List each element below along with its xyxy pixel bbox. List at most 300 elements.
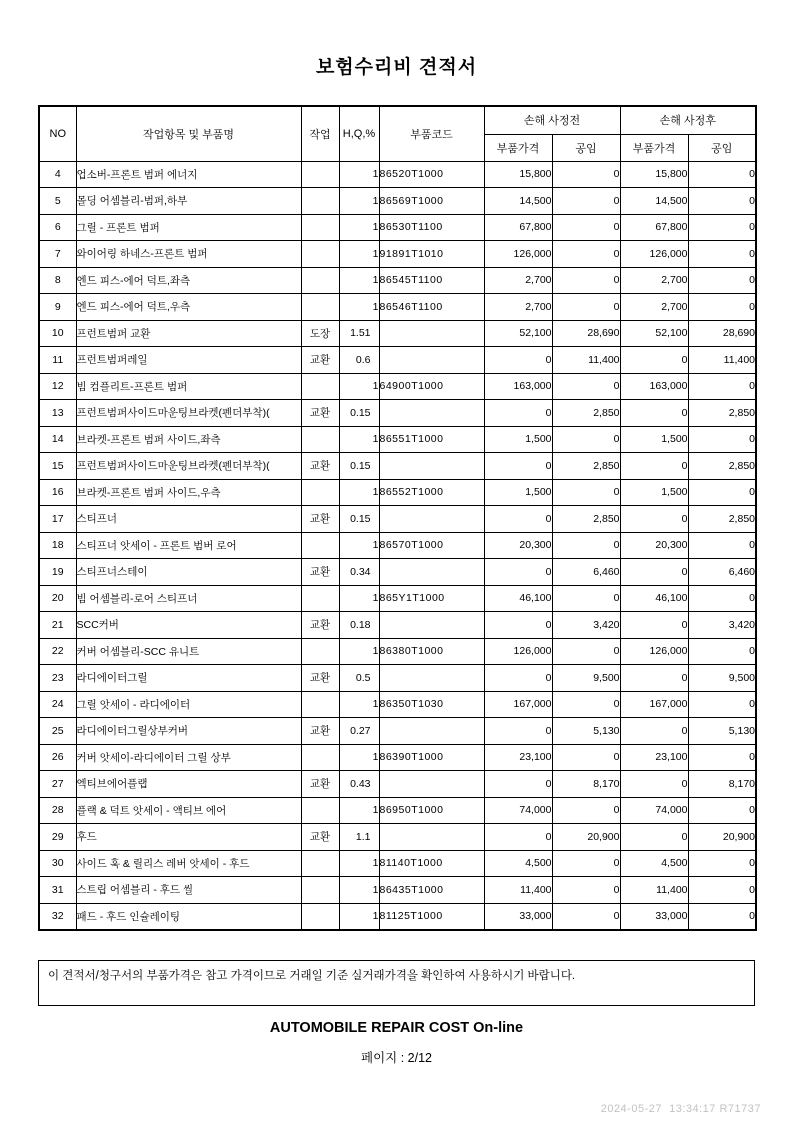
row-before-labor: 0 <box>552 267 620 294</box>
row-item-name: 프런트범퍼레일 <box>76 347 301 374</box>
row-before-labor: 0 <box>552 850 620 877</box>
row-after-labor: 0 <box>688 426 756 453</box>
row-after-part-price: 2,700 <box>620 294 688 321</box>
row-after-part-price: 126,000 <box>620 241 688 268</box>
col-header-work: 작업 <box>301 106 339 161</box>
row-hq-value: 1 <box>339 161 379 188</box>
table-row <box>39 691 756 718</box>
row-before-part-price: 0 <box>484 665 552 692</box>
row-hq-value: 1 <box>339 638 379 665</box>
row-work-type <box>301 850 339 877</box>
table-row <box>39 267 756 294</box>
row-no: 27 <box>39 771 76 798</box>
row-hq-value: 0.15 <box>339 400 379 427</box>
row-hq-value: 1 <box>339 585 379 612</box>
row-before-part-price: 0 <box>484 824 552 851</box>
row-hq-value: 1 <box>339 532 379 559</box>
row-no: 16 <box>39 479 76 506</box>
row-work-type: 교환 <box>301 347 339 374</box>
row-after-part-price: 0 <box>620 347 688 374</box>
table-row <box>39 532 756 559</box>
row-after-labor: 2,850 <box>688 506 756 533</box>
row-after-part-price: 167,000 <box>620 691 688 718</box>
table-row <box>39 612 756 639</box>
row-after-labor: 11,400 <box>688 347 756 374</box>
row-after-labor: 0 <box>688 903 756 930</box>
row-item-name: 스티프너 <box>76 506 301 533</box>
row-after-labor: 8,170 <box>688 771 756 798</box>
table-row <box>39 797 756 824</box>
row-before-part-price: 67,800 <box>484 214 552 241</box>
row-hq-value: 1 <box>339 744 379 771</box>
row-work-type: 교환 <box>301 771 339 798</box>
row-work-type <box>301 426 339 453</box>
table-row <box>39 877 756 904</box>
row-no: 30 <box>39 850 76 877</box>
row-no: 11 <box>39 347 76 374</box>
col-header-after-assessment: 손해 사정후 <box>620 106 756 134</box>
row-no: 19 <box>39 559 76 586</box>
row-part-code: 86350T1030 <box>379 691 484 718</box>
row-item-name: 브라켓-프론트 범퍼 사이드,좌측 <box>76 426 301 453</box>
row-no: 24 <box>39 691 76 718</box>
table-row <box>39 161 756 188</box>
footer-timestamp: 2024-05-27 13:34:17 R71737 <box>600 1103 761 1115</box>
footer-page-number: 페이지 : 2/12 <box>361 1051 432 1065</box>
notice-box <box>38 960 755 1006</box>
row-item-name: 그릴 - 프론트 범퍼 <box>76 214 301 241</box>
row-no: 18 <box>39 532 76 559</box>
row-work-type: 교환 <box>301 453 339 480</box>
row-after-labor: 0 <box>688 691 756 718</box>
row-no: 29 <box>39 824 76 851</box>
row-after-labor: 0 <box>688 877 756 904</box>
row-hq-value: 1.51 <box>339 320 379 347</box>
row-before-labor: 0 <box>552 638 620 665</box>
row-work-type <box>301 691 339 718</box>
row-item-name: 엑티브에어플랩 <box>76 771 301 798</box>
row-after-part-price: 20,300 <box>620 532 688 559</box>
row-part-code: 64900T1000 <box>379 373 484 400</box>
row-hq-value: 1 <box>339 214 379 241</box>
row-no: 14 <box>39 426 76 453</box>
row-no: 13 <box>39 400 76 427</box>
row-hq-value: 1 <box>339 850 379 877</box>
table-row <box>39 665 756 692</box>
row-no: 21 <box>39 612 76 639</box>
table-row <box>39 320 756 347</box>
row-before-labor: 2,850 <box>552 400 620 427</box>
row-before-labor: 0 <box>552 373 620 400</box>
row-after-labor: 0 <box>688 161 756 188</box>
row-part-code: 86545T1100 <box>379 267 484 294</box>
row-work-type <box>301 638 339 665</box>
row-work-type <box>301 188 339 215</box>
row-after-labor: 0 <box>688 241 756 268</box>
row-before-part-price: 0 <box>484 559 552 586</box>
row-before-part-price: 20,300 <box>484 532 552 559</box>
row-after-labor: 6,460 <box>688 559 756 586</box>
row-part-code: 86390T1000 <box>379 744 484 771</box>
row-after-labor: 3,420 <box>688 612 756 639</box>
row-item-name: SCC커버 <box>76 612 301 639</box>
row-part-code: 86569T1000 <box>379 188 484 215</box>
row-before-labor: 0 <box>552 426 620 453</box>
row-hq-value: 1 <box>339 294 379 321</box>
row-after-part-price: 2,700 <box>620 267 688 294</box>
row-before-labor: 0 <box>552 744 620 771</box>
row-hq-value: 0.15 <box>339 506 379 533</box>
row-hq-value: 0.27 <box>339 718 379 745</box>
row-before-labor: 2,850 <box>552 453 620 480</box>
table-row <box>39 771 756 798</box>
row-hq-value: 0.6 <box>339 347 379 374</box>
table-row <box>39 188 756 215</box>
row-no: 12 <box>39 373 76 400</box>
table-row <box>39 585 756 612</box>
row-part-code <box>379 665 484 692</box>
row-after-labor: 0 <box>688 294 756 321</box>
row-after-labor: 9,500 <box>688 665 756 692</box>
row-part-code: 86520T1000 <box>379 161 484 188</box>
row-part-code: 86435T1000 <box>379 877 484 904</box>
row-item-name: 라디에이터그릴상부커버 <box>76 718 301 745</box>
row-hq-value: 1 <box>339 479 379 506</box>
row-after-labor: 0 <box>688 850 756 877</box>
table-row <box>39 347 756 374</box>
col-header-before-assessment: 손해 사정전 <box>484 106 620 134</box>
row-no: 32 <box>39 903 76 930</box>
row-before-part-price: 126,000 <box>484 638 552 665</box>
row-before-part-price: 46,100 <box>484 585 552 612</box>
row-before-part-price: 2,700 <box>484 294 552 321</box>
row-part-code <box>379 400 484 427</box>
row-after-part-price: 0 <box>620 453 688 480</box>
row-part-code <box>379 612 484 639</box>
row-after-part-price: 1,500 <box>620 426 688 453</box>
row-before-labor: 0 <box>552 479 620 506</box>
row-after-part-price: 0 <box>620 718 688 745</box>
row-work-type <box>301 585 339 612</box>
row-before-part-price: 4,500 <box>484 850 552 877</box>
col-header-after-labor: 공임 <box>688 134 756 161</box>
row-part-code: 81125T1000 <box>379 903 484 930</box>
row-hq-value: 1 <box>339 797 379 824</box>
row-item-name: 그릴 앗세이 - 라디에이터 <box>76 691 301 718</box>
row-before-part-price: 167,000 <box>484 691 552 718</box>
row-part-code <box>379 559 484 586</box>
row-work-type: 교환 <box>301 400 339 427</box>
row-before-labor: 0 <box>552 161 620 188</box>
row-after-labor: 0 <box>688 585 756 612</box>
row-after-part-price: 163,000 <box>620 373 688 400</box>
row-no: 26 <box>39 744 76 771</box>
row-no: 7 <box>39 241 76 268</box>
row-work-type: 교환 <box>301 506 339 533</box>
row-after-part-price: 0 <box>620 400 688 427</box>
row-after-part-price: 0 <box>620 665 688 692</box>
row-after-labor: 0 <box>688 188 756 215</box>
row-part-code <box>379 506 484 533</box>
table-row <box>39 426 756 453</box>
table-row <box>39 241 756 268</box>
row-no: 28 <box>39 797 76 824</box>
row-item-name: 와이어링 하네스-프론트 범퍼 <box>76 241 301 268</box>
row-before-part-price: 163,000 <box>484 373 552 400</box>
row-item-name: 프런트범퍼사이드마운팅브라켓(펜더부착)( <box>76 453 301 480</box>
row-before-labor: 3,420 <box>552 612 620 639</box>
row-hq-value: 1 <box>339 241 379 268</box>
row-hq-value: 1.1 <box>339 824 379 851</box>
row-work-type: 교환 <box>301 665 339 692</box>
row-after-part-price: 1,500 <box>620 479 688 506</box>
row-before-part-price: 74,000 <box>484 797 552 824</box>
row-before-labor: 0 <box>552 585 620 612</box>
row-part-code <box>379 320 484 347</box>
row-no: 25 <box>39 718 76 745</box>
row-part-code <box>379 771 484 798</box>
row-before-labor: 0 <box>552 241 620 268</box>
estimate-table <box>38 105 757 931</box>
row-part-code: 86380T1000 <box>379 638 484 665</box>
table-row <box>39 294 756 321</box>
row-no: 22 <box>39 638 76 665</box>
row-hq-value: 0.18 <box>339 612 379 639</box>
row-after-part-price: 0 <box>620 771 688 798</box>
row-no: 15 <box>39 453 76 480</box>
row-after-labor: 2,850 <box>688 400 756 427</box>
row-work-type: 도장 <box>301 320 339 347</box>
row-before-labor: 6,460 <box>552 559 620 586</box>
row-before-part-price: 1,500 <box>484 479 552 506</box>
row-before-labor: 0 <box>552 294 620 321</box>
row-work-type <box>301 214 339 241</box>
row-hq-value: 1 <box>339 877 379 904</box>
row-after-labor: 0 <box>688 638 756 665</box>
row-work-type <box>301 267 339 294</box>
row-hq-value: 1 <box>339 373 379 400</box>
row-after-labor: 0 <box>688 373 756 400</box>
row-after-labor: 0 <box>688 479 756 506</box>
row-hq-value: 1 <box>339 188 379 215</box>
row-item-name: 엔드 피스-에어 덕트,우측 <box>76 294 301 321</box>
row-after-part-price: 126,000 <box>620 638 688 665</box>
row-no: 20 <box>39 585 76 612</box>
row-after-labor: 0 <box>688 267 756 294</box>
table-row <box>39 903 756 930</box>
table-row <box>39 718 756 745</box>
row-after-part-price: 23,100 <box>620 744 688 771</box>
row-after-labor: 0 <box>688 797 756 824</box>
row-work-type: 교환 <box>301 559 339 586</box>
row-work-type <box>301 373 339 400</box>
col-header-no: NO <box>39 106 76 161</box>
table-row <box>39 850 756 877</box>
row-after-part-price: 4,500 <box>620 850 688 877</box>
table-row <box>39 506 756 533</box>
table-row <box>39 638 756 665</box>
row-work-type <box>301 797 339 824</box>
page-title: 보험수리비 견적서 <box>315 57 478 78</box>
row-no: 5 <box>39 188 76 215</box>
row-item-name: 플랙 & 덕트 앗세이 - 액티브 에어 <box>76 797 301 824</box>
row-before-labor: 28,690 <box>552 320 620 347</box>
row-work-type <box>301 294 339 321</box>
row-before-labor: 0 <box>552 797 620 824</box>
row-before-labor: 0 <box>552 188 620 215</box>
table-row <box>39 214 756 241</box>
row-after-part-price: 14,500 <box>620 188 688 215</box>
row-hq-value: 0.43 <box>339 771 379 798</box>
row-hq-value: 1 <box>339 426 379 453</box>
row-after-labor: 0 <box>688 214 756 241</box>
row-item-name: 몰딩 어셈블리-범퍼,하부 <box>76 188 301 215</box>
row-after-part-price: 0 <box>620 612 688 639</box>
row-before-labor: 11,400 <box>552 347 620 374</box>
row-part-code: 86552T1000 <box>379 479 484 506</box>
row-before-part-price: 14,500 <box>484 188 552 215</box>
row-work-type: 교환 <box>301 824 339 851</box>
row-item-name: 커버 앗세이-라디에이터 그릴 상부 <box>76 744 301 771</box>
row-before-part-price: 0 <box>484 612 552 639</box>
notice-text: 이 견적서/청구서의 부품가격은 참고 가격이므로 거래일 기준 실거래가격을 확인하여 사용하시기 바랍니다. <box>48 970 576 982</box>
row-item-name: 프런트범퍼사이드마운팅브라켓(펜더부착)( <box>76 400 301 427</box>
row-after-labor: 5,130 <box>688 718 756 745</box>
row-no: 23 <box>39 665 76 692</box>
row-after-part-price: 0 <box>620 824 688 851</box>
row-before-labor: 0 <box>552 532 620 559</box>
row-before-labor: 20,900 <box>552 824 620 851</box>
row-item-name: 패드 - 후드 인슐레이팅 <box>76 903 301 930</box>
row-before-part-price: 0 <box>484 771 552 798</box>
row-before-part-price: 52,100 <box>484 320 552 347</box>
row-no: 17 <box>39 506 76 533</box>
row-work-type: 교환 <box>301 612 339 639</box>
row-part-code: 91891T1010 <box>379 241 484 268</box>
row-work-type <box>301 877 339 904</box>
row-before-labor: 0 <box>552 903 620 930</box>
table-row <box>39 744 756 771</box>
row-after-part-price: 15,800 <box>620 161 688 188</box>
row-no: 6 <box>39 214 76 241</box>
row-no: 10 <box>39 320 76 347</box>
row-item-name: 스티프너 앗세이 - 프론트 범버 로어 <box>76 532 301 559</box>
row-after-labor: 0 <box>688 744 756 771</box>
row-hq-value: 1 <box>339 267 379 294</box>
row-after-labor: 0 <box>688 532 756 559</box>
row-part-code: 81140T1000 <box>379 850 484 877</box>
row-after-labor: 20,900 <box>688 824 756 851</box>
row-no: 8 <box>39 267 76 294</box>
row-before-labor: 0 <box>552 877 620 904</box>
row-part-code: 86570T1000 <box>379 532 484 559</box>
row-part-code: 86551T1000 <box>379 426 484 453</box>
row-part-code: 865Y1T1000 <box>379 585 484 612</box>
row-part-code <box>379 347 484 374</box>
row-after-part-price: 0 <box>620 506 688 533</box>
col-header-before-part-price: 부품가격 <box>484 134 552 161</box>
row-work-type <box>301 479 339 506</box>
row-before-part-price: 2,700 <box>484 267 552 294</box>
row-hq-value: 0.5 <box>339 665 379 692</box>
row-part-code: 86950T1000 <box>379 797 484 824</box>
row-before-part-price: 0 <box>484 506 552 533</box>
row-part-code: 86530T1100 <box>379 214 484 241</box>
row-item-name: 커버 어셈블리-SCC 유니트 <box>76 638 301 665</box>
row-no: 4 <box>39 161 76 188</box>
row-after-part-price: 11,400 <box>620 877 688 904</box>
table-row <box>39 479 756 506</box>
table-row <box>39 559 756 586</box>
row-item-name: 라디에이터그릴 <box>76 665 301 692</box>
row-before-labor: 8,170 <box>552 771 620 798</box>
row-after-part-price: 74,000 <box>620 797 688 824</box>
row-work-type <box>301 744 339 771</box>
row-before-part-price: 23,100 <box>484 744 552 771</box>
row-no: 9 <box>39 294 76 321</box>
row-item-name: 빔 어셈블리-로어 스티프너 <box>76 585 301 612</box>
row-before-labor: 5,130 <box>552 718 620 745</box>
col-header-item: 작업항목 및 부품명 <box>76 106 301 161</box>
row-item-name: 사이드 훅 & 릴리스 레버 앗세이 - 후드 <box>76 850 301 877</box>
col-header-part-code: 부품코드 <box>379 106 484 161</box>
row-item-name: 스트립 어셈블리 - 후드 씰 <box>76 877 301 904</box>
row-after-part-price: 0 <box>620 559 688 586</box>
row-part-code <box>379 824 484 851</box>
row-part-code <box>379 453 484 480</box>
row-item-name: 후드 <box>76 824 301 851</box>
row-item-name: 빔 컴플리트-프론트 범퍼 <box>76 373 301 400</box>
row-before-labor: 0 <box>552 691 620 718</box>
row-before-part-price: 0 <box>484 400 552 427</box>
footer-brand: AUTOMOBILE REPAIR COST On-line <box>269 1020 524 1036</box>
table-row <box>39 400 756 427</box>
row-before-part-price: 0 <box>484 347 552 374</box>
row-before-part-price: 0 <box>484 453 552 480</box>
row-part-code <box>379 718 484 745</box>
row-item-name: 스티프너스테이 <box>76 559 301 586</box>
row-work-type: 교환 <box>301 718 339 745</box>
row-item-name: 프런트범퍼 교환 <box>76 320 301 347</box>
col-header-before-labor: 공임 <box>552 134 620 161</box>
row-before-labor: 9,500 <box>552 665 620 692</box>
col-header-after-part-price: 부품가격 <box>620 134 688 161</box>
row-work-type <box>301 903 339 930</box>
row-hq-value: 1 <box>339 691 379 718</box>
row-before-labor: 0 <box>552 214 620 241</box>
row-item-name: 브라켓-프론트 범퍼 사이드,우측 <box>76 479 301 506</box>
table-row <box>39 824 756 851</box>
row-work-type <box>301 532 339 559</box>
row-before-part-price: 11,400 <box>484 877 552 904</box>
row-hq-value: 0.34 <box>339 559 379 586</box>
row-before-part-price: 15,800 <box>484 161 552 188</box>
row-before-part-price: 126,000 <box>484 241 552 268</box>
row-work-type <box>301 161 339 188</box>
row-after-part-price: 52,100 <box>620 320 688 347</box>
row-hq-value: 1 <box>339 903 379 930</box>
row-item-name: 엔드 피스-에어 덕트,좌측 <box>76 267 301 294</box>
table-row <box>39 453 756 480</box>
row-hq-value: 0.15 <box>339 453 379 480</box>
row-before-labor: 2,850 <box>552 506 620 533</box>
row-after-part-price: 46,100 <box>620 585 688 612</box>
table-row <box>39 373 756 400</box>
row-after-part-price: 33,000 <box>620 903 688 930</box>
row-item-name: 업소버-프론트 범퍼 에너지 <box>76 161 301 188</box>
row-after-part-price: 67,800 <box>620 214 688 241</box>
row-after-labor: 2,850 <box>688 453 756 480</box>
